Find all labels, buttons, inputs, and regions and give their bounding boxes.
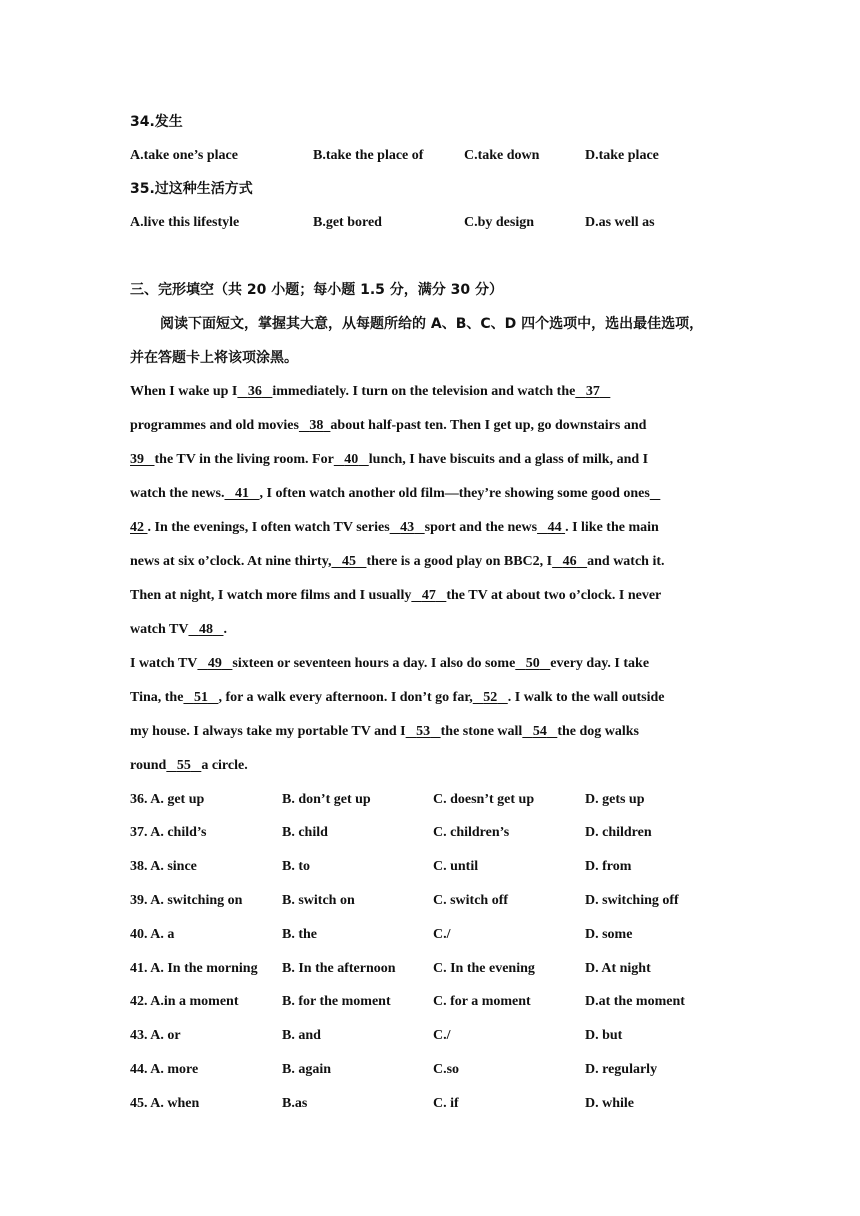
option-b: B. and [282,1028,321,1043]
passage-text: the TV at about two o’clock. I never [446,588,662,603]
passage-text: , I often watch another old film—they’re showing some good ones [259,486,650,501]
passage-text: news at six o’clock. At nine thirty, [130,554,332,569]
option-b: B. don’t get up [282,792,371,807]
option-d: D. gets up [585,792,645,807]
option-c: C. for a moment [433,994,531,1009]
option-d: D. At night [585,961,651,976]
passage-text: round [130,758,167,773]
option-b: B.as [282,1096,308,1111]
option-d: D. switching off [585,893,679,908]
option-b: B. In the afternoon [282,961,396,976]
passage-text: . I like the main [565,520,659,535]
question-34-heading: 34.发生 [130,114,183,130]
q35-option-d: D.as well as [585,215,655,230]
option-c: C. if [433,1096,459,1111]
option-c: C. In the evening [433,961,535,976]
passage-text: watch the news. [130,486,225,501]
passage-text: When I wake up I [130,384,238,399]
option-d: D. children [585,825,652,840]
blank-40: 40 [344,452,359,467]
q35-option-c: C.by design [464,215,535,230]
passage-line-3 [130,450,648,470]
passage-text: Tina, the [130,690,184,705]
passage-text: . [223,622,227,637]
passage-text: , for a walk every afternoon. I don’t go far, [218,690,473,705]
blank-53: 53 [416,724,431,739]
option-a: 39. A. switching on [130,893,243,908]
passage-text: about half-past ten. Then I get up, go downstairs and [330,418,647,433]
option-a: 41. A. In the morning [130,961,258,976]
blank-55: 55 [176,758,191,773]
option-c: C./ [433,927,451,942]
passage-text: and watch it. [587,554,665,569]
passage-line-11 [130,722,639,742]
q34-option-c: C.take down [464,148,540,163]
blank-39: 39 [130,452,144,467]
blank-51: 51 [193,690,208,705]
blank-52: 52 [483,690,498,705]
passage-line-4 [130,484,660,504]
option-c: C.so [433,1062,460,1077]
passage-text: . In the evenings, I often watch TV series [147,520,390,535]
blank-43: 43 [400,520,415,535]
q34-option-d: D.take place [585,148,659,163]
blank-38: 38 [309,418,324,433]
option-c: C. switch off [433,893,509,908]
blank-47: 47 [421,588,436,603]
section-instruction-2: 并在答题卡上将该项涂黑。 [130,350,298,366]
passage-text: I watch TV [130,656,198,671]
section-title: 三、完形填空（共 20 小题；每小题 1.5 分，满分 30 分） [130,282,504,298]
option-c: C. until [433,859,479,874]
option-c: C./ [433,1028,451,1043]
passage-text: a circle. [201,758,248,773]
option-d: D. regularly [585,1062,658,1077]
blank-45: 45 [341,554,356,569]
option-c: C. children’s [433,825,510,840]
passage-line-1 [130,382,610,402]
passage-line-2 [130,416,646,436]
blank-49: 49 [207,656,222,671]
q35-option-b: B.get bored [313,215,382,230]
q35-option-a: A.live this lifestyle [130,215,240,230]
passage-text: the dog walks [557,724,639,739]
blank-41: 41 [235,486,249,501]
blank-48: 48 [198,622,213,637]
passage-line-7 [130,586,661,606]
passage-text: lunch, I have biscuits and a glass of milk, and I [368,452,649,467]
blank-42-start [650,484,661,504]
option-d: D. from [585,859,632,874]
option-a: 36. A. get up [130,792,205,807]
option-a: 37. A. child’s [130,825,207,840]
passage-text: watch TV [130,622,189,637]
option-b: B. for the moment [282,994,391,1009]
blank-37: 37 [585,384,600,399]
option-a: 38. A. since [130,859,197,874]
passage-text: there is a good play on BBC2, I [366,554,553,569]
option-d: D.at the moment [585,994,685,1009]
blank-46: 46 [562,554,577,569]
option-a: 45. A. when [130,1096,200,1111]
blank-42: 42 [130,520,144,535]
option-d: D. while [585,1096,634,1111]
passage-line-8 [130,620,227,640]
option-b: B. to [282,859,310,874]
option-d: D. but [585,1028,623,1043]
passage-text: . I walk to the wall outside [507,690,665,705]
option-b: B. child [282,825,328,840]
passage-text: the TV in the living room. For [154,452,334,467]
option-b: B. the [282,927,317,942]
passage-text: the stone wall [440,724,523,739]
passage-text: Then at night, I watch more films and I usually [130,588,412,603]
passage-line-6 [130,552,665,572]
option-a: 43. A. or [130,1028,181,1043]
passage-text: immediately. I turn on the television and watch the [272,384,576,399]
passage-text: my house. I always take my portable TV and I [130,724,406,739]
passage-text: sport and the news [424,520,538,535]
option-a: 44. A. more [130,1062,199,1077]
passage-line-9 [130,654,649,674]
blank-50: 50 [525,656,540,671]
option-b: B. switch on [282,893,355,908]
option-d: D. some [585,927,633,942]
option-a: 42. A.in a moment [130,994,239,1009]
passage-line-12 [130,756,248,776]
question-35-heading: 35.过这种生活方式 [130,181,253,197]
section-instruction-1: 阅读下面短文，掌握其大意，从每题所给的 A、B、C、D 四个选项中，选出最佳选项， [160,316,704,332]
option-a: 40. A. a [130,927,175,942]
blank-54: 54 [532,724,547,739]
q34-option-a: A.take one’s place [130,148,238,163]
passage-text: every day. I take [550,656,650,671]
passage-line-5 [130,518,659,538]
passage-line-10 [130,688,664,708]
option-c: C. doesn’t get up [433,792,535,807]
blank-36: 36 [247,384,262,399]
blank-44: 44 [547,520,562,535]
option-b: B. again [282,1062,332,1077]
passage-text: sixteen or seventeen hours a day. I also do some [232,656,516,671]
q34-option-b: B.take the place of [313,148,424,163]
passage-text: programmes and old movies [130,418,299,433]
